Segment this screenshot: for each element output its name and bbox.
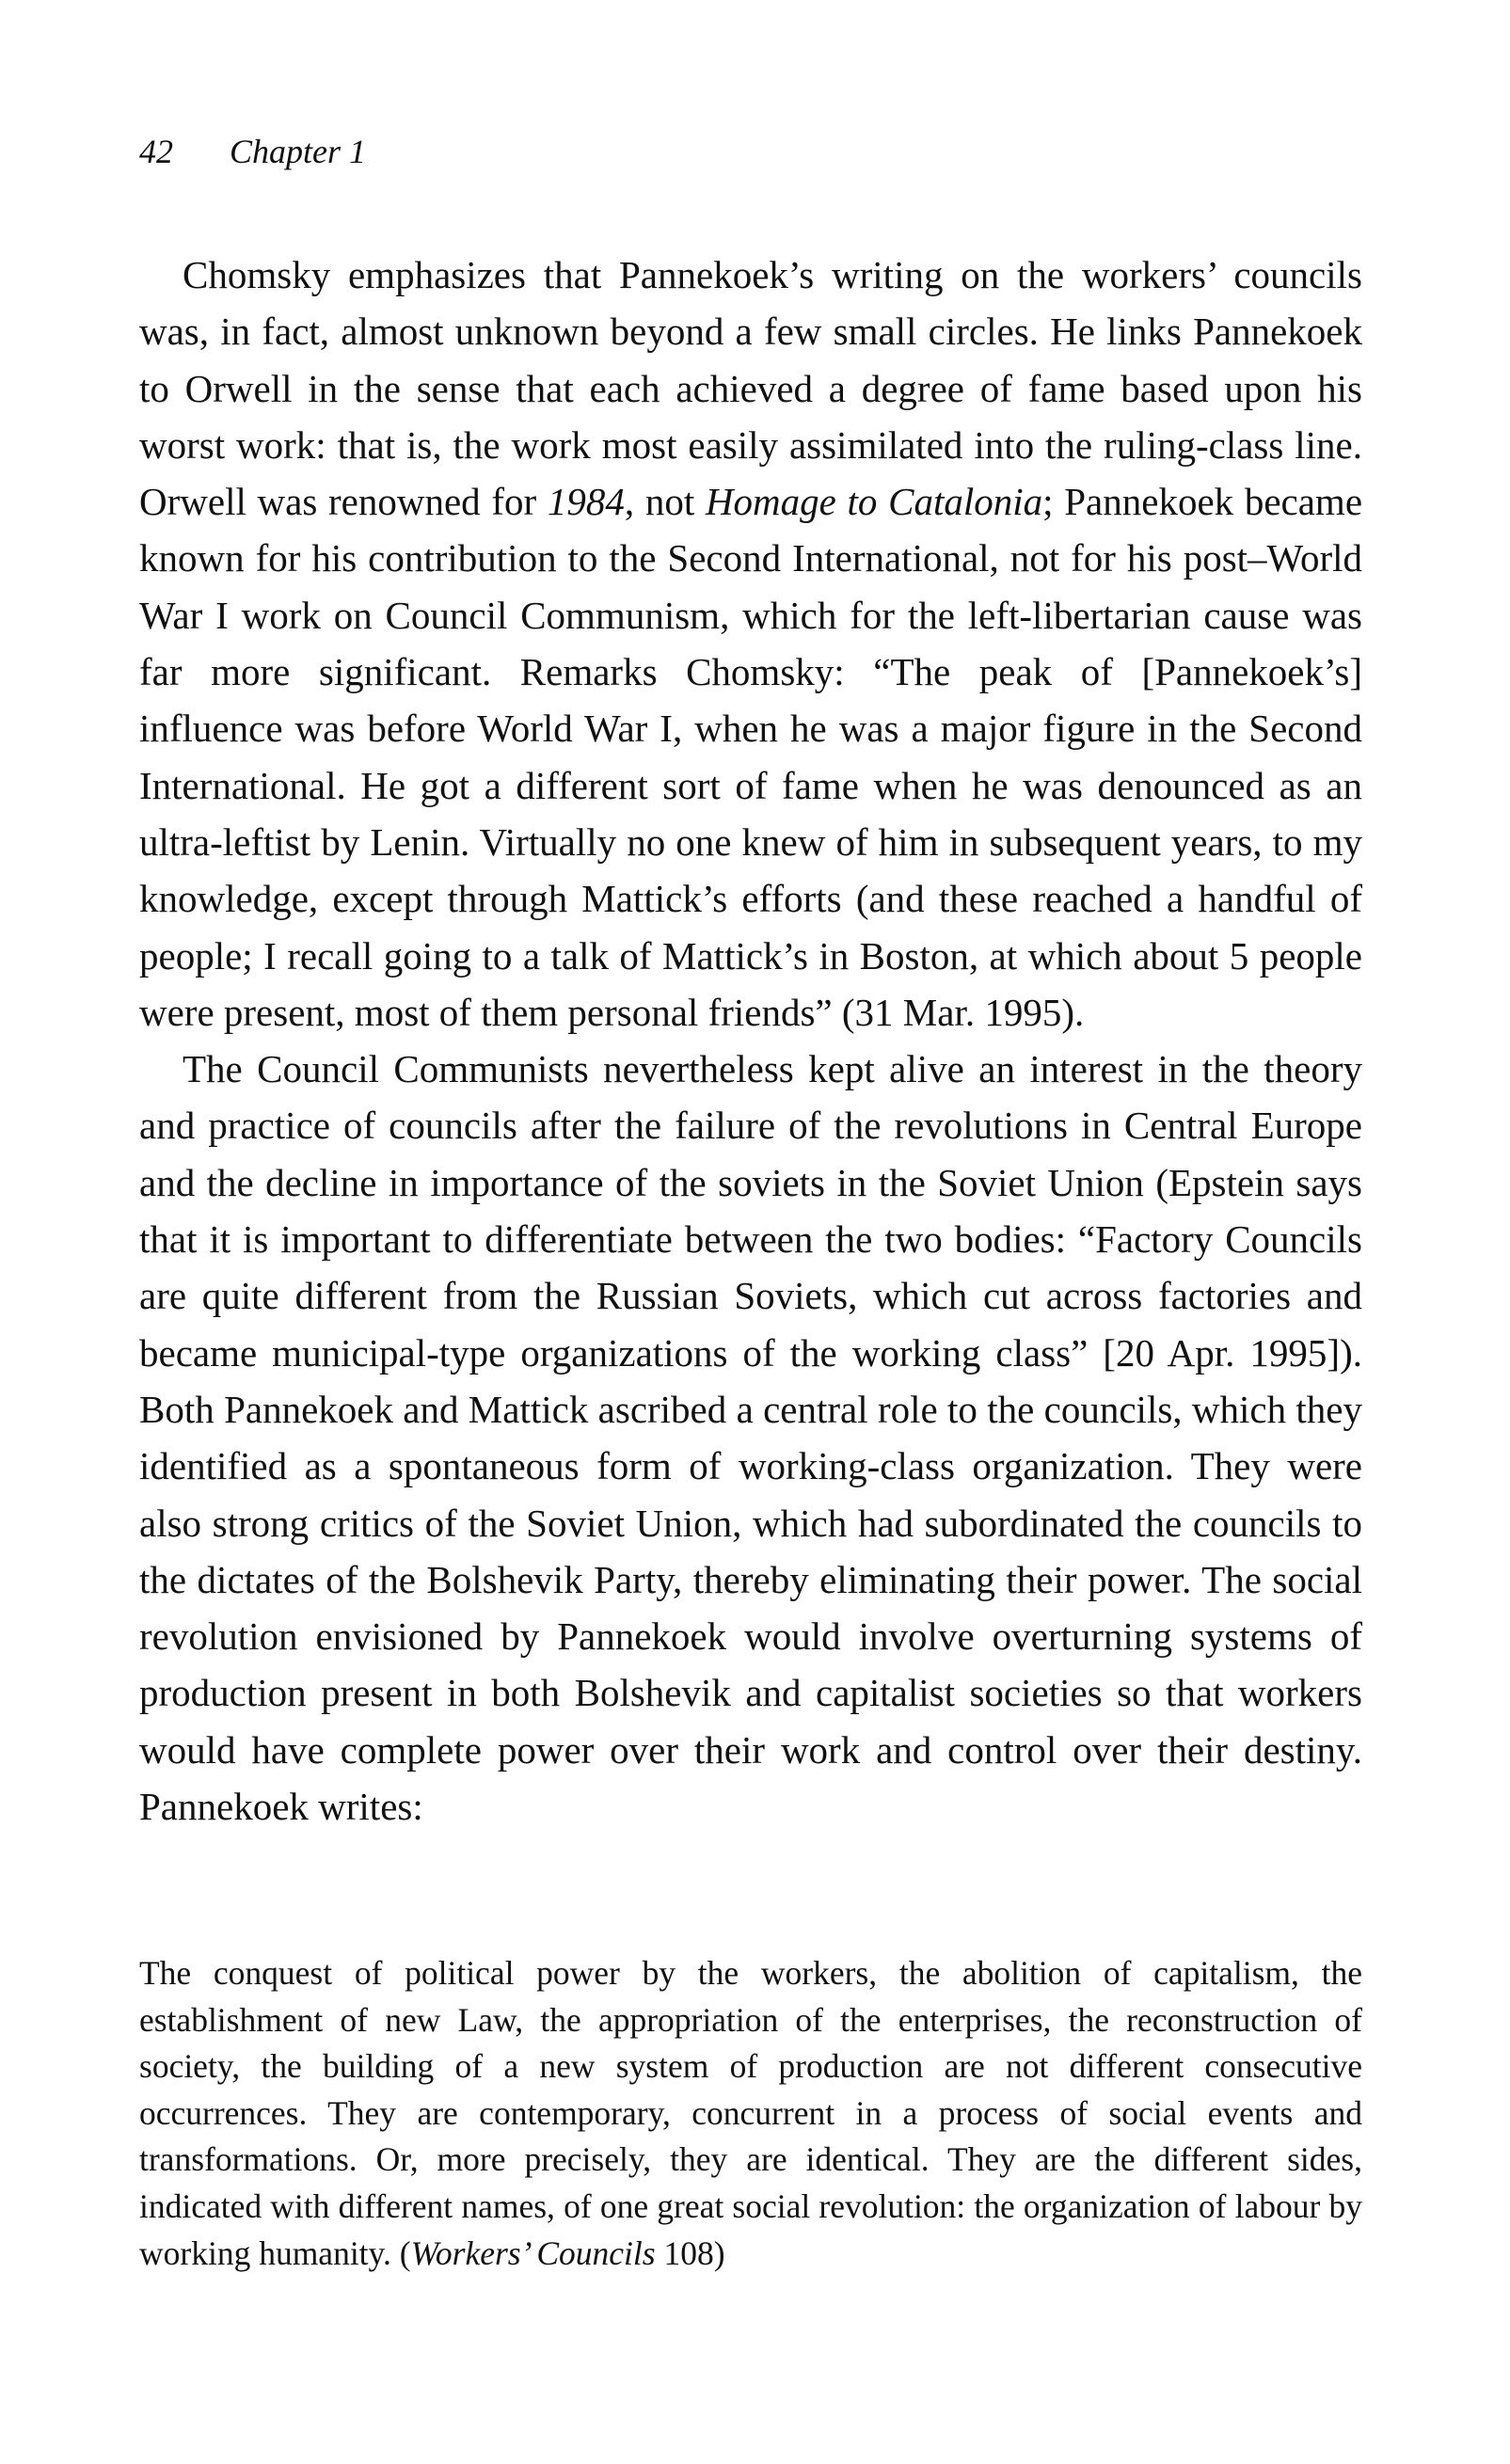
body-text bbox=[139, 246, 1362, 1835]
text-run: , not bbox=[624, 480, 706, 524]
page-number: 42 bbox=[139, 133, 173, 170]
running-head bbox=[139, 132, 366, 171]
block-quote bbox=[139, 1950, 1362, 2277]
block-quote-text bbox=[139, 1950, 1362, 2277]
paragraph-1 bbox=[139, 246, 1362, 1041]
paragraph-2 bbox=[139, 1041, 1362, 1835]
text-run: 108) bbox=[655, 2233, 725, 2272]
text-run: The conquest of political power by the workers, the abolition of capitalism, the establishment of new Law, the appropriation of the enterprises, the reconstruction of society, the building of a new system of production are not different consecutive occurrences. They are contemporary, concurrent in a process of social events and transformations. Or, more precisely, they are identical. They are the different sides, indicated with different names, of one great social revolution: the organization of labour by working humanity. ( bbox=[139, 1954, 1362, 2272]
text-run: Chomsky emphasizes that Pannekoek’s writing on the workers’ councils was, in fact, almost unknown beyond a few small circles. He links Pannekoek to Orwell in the sense that each achieved a degree of fame based upon his worst work: that is, the work most easily assimilated into the ruling-class line. Orwell was renowned for bbox=[139, 253, 1362, 524]
text-run: ; Pannekoek became known for his contribution to the Second International, not for his post–World War I work on Council Communism, which for the left-libertarian cause was far more significant. Remarks Chomsky: “The peak of [Pannekoek’s] influence was before World War I, when he was a major figure in the Second International. He got a different sort of fame when he was denounced as an ultra-leftist by Lenin. Virtually no one knew of him in subsequent years, to my knowledge, except through Mattick’s efforts (and these reached a handful of people; I recall going to a talk of Mattick’s in Boston, at which about 5 people were present, most of them personal friends” (31 Mar. 1995). bbox=[139, 480, 1363, 1034]
text-run: The Council Communists nevertheless kept alive an interest in the theory and practice of councils after the failure of the revolutions in Central Europe and the decline in importance of the soviets in the Soviet Union (Epstein says that it is important to differentiate between the two bodies: “Factory Councils are quite different from the Russian Soviets, which cut across factories and became municipal-type organizations of the working class” [20 Apr. 1995]). Both Pannekoek and Mattick ascribed a central role to the councils, which they identified as a spontaneous form of working-class organization. They were also strong critics of the Soviet Union, which had subordinated the councils to the dictates of the Bolshevik Party, thereby eliminating their power. The social revolution envisioned by Pannekoek would involve overturning systems of production present in both Bolshevik and capitalist societies so that workers would have complete power over their work and control over their destiny. Pannekoek writes: bbox=[139, 1047, 1362, 1829]
italic-title-1984: 1984 bbox=[547, 480, 625, 524]
chapter-title: Chapter 1 bbox=[230, 133, 367, 170]
italic-title-homage-to-catalonia: Homage to Catalonia bbox=[705, 480, 1043, 524]
italic-title-workers-councils: Workers’ Councils bbox=[410, 2233, 656, 2272]
